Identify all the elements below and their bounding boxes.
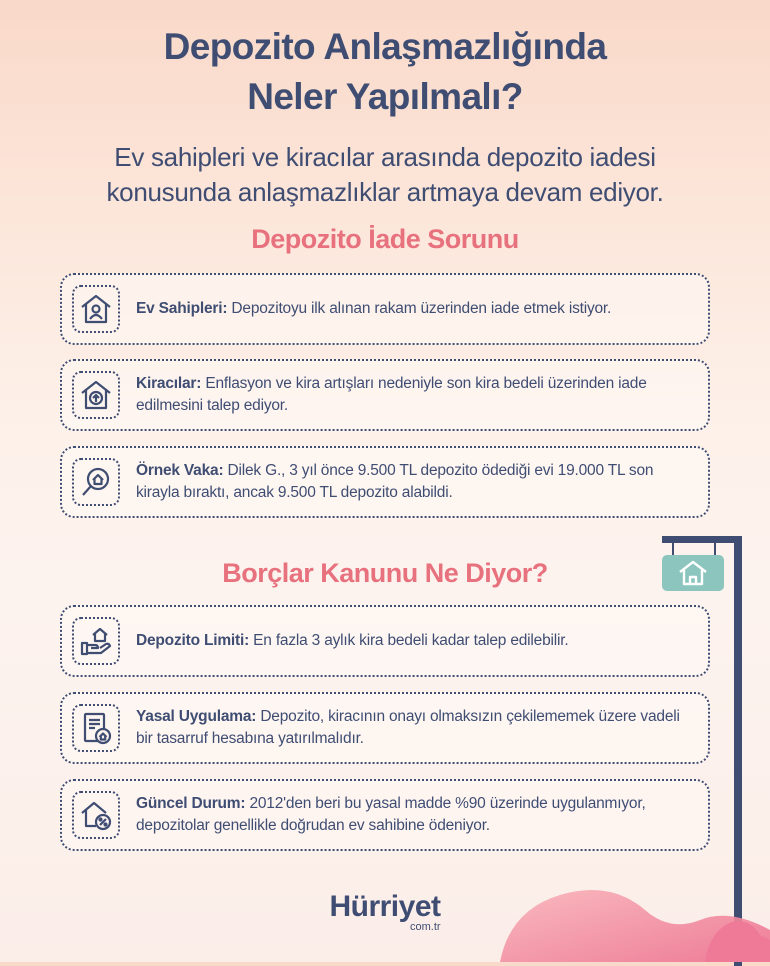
house-person-icon [72, 285, 120, 333]
card-depozito-limiti [60, 605, 710, 677]
card-yasal-uygulama [60, 692, 710, 764]
title-line-2: Neler Yapılmalı? [247, 76, 523, 117]
card-text: Depozitoyu ilk alınan rakam üzerinden iade etmek istiyor. [231, 300, 612, 317]
title-line-1: Depozito Anlaşmazlığında [163, 26, 607, 67]
subtitle-line-1: Ev sahipleri ve kiracılar arasında depozito iadesi [114, 142, 656, 172]
card-text: En fazla 3 aylık kira bedeli kadar talep edilebilir. [253, 632, 569, 649]
card-label: Yasal Uygulama: [136, 708, 257, 725]
card-text: Enflasyon ve kira artışları nedeniyle son kira bedeli üzerinden iade edilmesini talep ediyor. [136, 375, 647, 414]
card-label: Kiracılar: [136, 375, 202, 392]
card-text: Dilek G., 3 yıl önce 9.500 TL depozito ödediği evi 19.000 TL son kirayla bıraktı, ancak 9.500 TL depozito alabildi. [136, 462, 654, 501]
house-search-icon [72, 458, 120, 506]
card-label: Güncel Durum: [136, 795, 246, 812]
page-title [0, 22, 770, 122]
subtitle-line-2: konusunda anlaşmazlıklar artmaya devam ediyor. [106, 177, 664, 207]
signpost-beam [662, 536, 742, 543]
card-ev-sahipleri [60, 273, 710, 345]
logo-domain: com.tr [410, 921, 441, 933]
card-kiracilar [60, 359, 710, 431]
house-refund-icon [72, 371, 120, 419]
card-label: Ev Sahipleri: [136, 300, 228, 317]
card-label: Örnek Vaka: [136, 462, 224, 479]
section-heading-deposit-return: Depozito İade Sorunu [251, 224, 519, 254]
subtitle [0, 140, 770, 210]
document-house-icon [72, 704, 120, 752]
card-ornek-vaka [60, 446, 710, 518]
house-percent-icon [72, 791, 120, 839]
card-text: Depozito, kiracının onayı olmaksızın çekilememek üzere vadeli bir tasarruf hesabına yatırılmalıdır. [136, 708, 680, 747]
card-text: 2012'den beri bu yasal madde %90 üzerinde uygulanmıyor, depozitolar genellikle doğrudan ev sahibine ödeniyor. [136, 795, 646, 834]
hurriyet-logo: Hürriyet [329, 890, 441, 923]
card-label: Depozito Limiti: [136, 632, 250, 649]
hand-house-icon [72, 617, 120, 665]
card-guncel-durum [60, 779, 710, 851]
section-heading-borclar-kanunu: Borçlar Kanunu Ne Diyor? [222, 558, 548, 588]
